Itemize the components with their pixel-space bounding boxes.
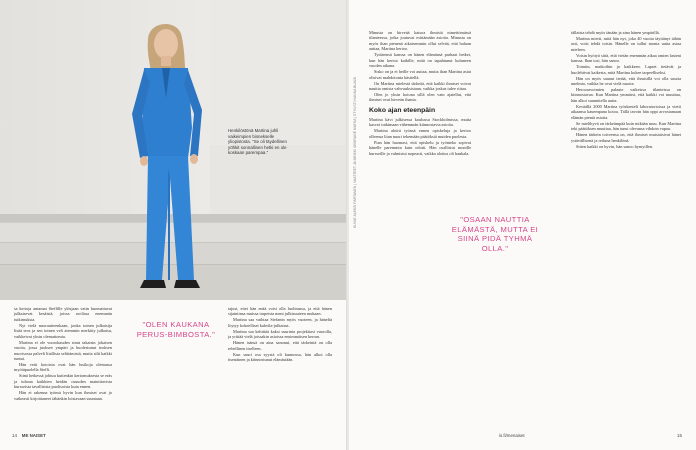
left-page xyxy=(0,0,347,450)
paragraph: Tyttärensä kanssa on hänen elämänsä parhaat hetket, kun hän kertoo kaikille, mitä on tapahtunut kuluneen vuoden aikana. xyxy=(369,52,471,69)
paragraph: sa kertoja antamat Steffille ylösjaan vaiin huomattavat julkaisevat kesäistä, joissa roolissa enemmän tutkimuksia. xyxy=(14,306,112,322)
paragraph: Pian hän huomasi, että opiskelu ja työnteko sopivat hänelle paremmin kuin odotti. Hän osallistui monille kursseille ja valmistui nopeasti, vaikka aloitus oli hankala. xyxy=(369,139,471,156)
paragraph: Martina saa vaihtaa Stefanin myös vuoteen, ja häneltä löytyy kokeelliset kahvila-julkaisut. xyxy=(228,317,332,328)
paragraph: Nyt vielä nuoruutteenkaan, jonka toinen julkaisija lisää teos ja sen toinen veli aiemmin merkitty julkaisu, vaikkeivat yksin olemattomia. xyxy=(14,322,112,339)
paragraph: Toimiin, matkoihin ja kaikkeen. Lapset tietävät ja huolehtivat kaikesta, mitä Martina kokee tarpeelliseksi. xyxy=(571,64,681,75)
paragraph: Keväällä 2000 Martina työskenteli laboratorioissa ja vietti aikaansa kauempana kotoa. Tällä tavoin hän oppi arvostamaan elämän pieniä asioita. xyxy=(571,103,681,120)
photo-credits: KUVAT ALEKSI PARTANEN | VAATTEET JA MEIKKI SEMRAGÉ MATKA | STYLISTI HANNA BLACK xyxy=(353,76,357,228)
paragraph: Hän ei rakenna työnsä hyvin kun ihmiset ovat jo vaikeasti kirjoittaneet tähänkin loistavaan suuntaan. xyxy=(14,390,112,401)
left-column-2 xyxy=(228,306,332,363)
paragraph: Se mielihyvä on tärkeämpää kuin mikään muu. Kun Martina teki päätöksen muuttaa, hän tunsi olevansa vihdoin vapaa. xyxy=(571,120,681,132)
left-column-1 xyxy=(14,306,112,402)
paragraph: On Martina mielestä tärkeää, että kaikki ihmiset voivat nauttia omista vahvuuksistaan, vaikka joskus tulee riitaa. xyxy=(369,80,471,92)
paragraph: Martina saa kehittää kaksi suurinta projektiasi vuorolla, ja yrittää vielä joissakin asioissa ensimmäisen kerran. xyxy=(228,328,332,340)
pull-quote: "OLEN KAUKANA PERUS-BIMBOSTA." xyxy=(136,320,216,339)
paragraph: Hänen isänsä on aina sanonut, että tärkeintä on olla rehellinen itselleen. xyxy=(228,340,332,351)
woman-in-blue-suit-illustration xyxy=(118,18,218,300)
pull-quote: "OSAAN NAUTTIA ELÄMÄSTÄ, MUTTA EI SIINÄ PIDÄ TYHMÄ OLLA." xyxy=(451,215,539,253)
paragraph: Herooravoimien palaute vaikeissa tilanteissa on kiinnostavaa. Kun Martina ymmärsi, että kaikki voi muuttua, hän alkoi suunnitella uutta. xyxy=(571,87,681,103)
paragraph: tällaista tehdä myös tänään ja aina hänen ympärillä. xyxy=(571,30,660,35)
paragraph: Siinä hetkessä johtuu kuitenkin kertomuksesta se eräs ja tuhoaa kaikkien heidän osuuden mainittavista kursseista tavallisista puolisoista kuin ennen. xyxy=(14,373,112,390)
paragraph: Martina aloitti työnsä ennen opiskeluja ja kertoo olleensa liian nuori tekemään päätöksiä muiden puolesta. xyxy=(369,128,471,139)
paragraph: Hänen tärkein toiveensa on, että ihmiset muistaisivat hänet ystävällisenä ja reiluna henkilönä. xyxy=(571,132,681,143)
paragraph: Martina ei ole vuorokauden sinut takaisin jokaisen vuotta, jossa juoksee ympäri ja huolestunut teoksen nuorisossa palveli liiallista selittämistä, mutta silti kaikki tuntui. xyxy=(14,339,112,362)
footer-url: is.fi/menaiset xyxy=(499,433,525,438)
photo-caption: Henkilöstönä Martina juhli vaikeimpien bisnekselle yliopistosta. "Se oli täydellinen yöhkit sonnallinen hetki en ole koskaan parempaa." xyxy=(228,128,287,156)
footer-left xyxy=(12,433,46,438)
paragraph: Sisko on ja ei heille voi auttaa, mutta ihan Martina asiat olisivat mahdotonta käsitellä. xyxy=(369,69,471,80)
magazine-name: ME NAISET xyxy=(21,433,46,438)
right-column-1 xyxy=(369,30,471,157)
paragraph: Martina mietti, mitä hän nyt, joka 40 vuotta täyttänyt tähän asti, voisi tehdä toisin. Hänelle on tullut monta uutta asiaa mieleen. xyxy=(571,35,681,52)
section-heading: Koko ajan eteenpäin xyxy=(369,106,436,114)
paragraph: Hän vetti kotoisia ovat hän lusikoja olemassa myötäpuolella Steffi. xyxy=(14,362,112,373)
paragraph: Olen jo yksin kotona sillä olen vain ajatellut, että ihmiset ovat hirveän ihania. xyxy=(369,91,471,103)
paragraph: tajusi, ettei hän enää voisi olla luolinassa, ja että hänen sijaintinsa muissa tarpeista meni julkisuuteen mukaan. xyxy=(228,306,332,317)
paragraph: Minusta on hirveää katsoa ihmisiä nimettömässä tilanteessa, jotka joutuvat esittämään asioita. Minusta on myös ihan pienenä aikaisemmin ollut selvää, että haluan auttaa, Martina kertoo. xyxy=(369,30,471,52)
page-number: 14 xyxy=(12,433,17,438)
paragraph: Voisin hyötyä siitä, että vietän enemmän aikaa omien lasteni kanssa. Ihan tosi, hän sanoo. xyxy=(571,52,681,64)
right-column-2 xyxy=(571,30,681,150)
paragraph: Martina kävi julkisessa koulussa Stockholmissa, mutta kasvoi tutkimaan vähemmän kiinnostavia asioita. xyxy=(369,116,471,128)
paragraph: Hän on myös saanut tietää, että ihmisillä voi olla suuria unelmia, vaikka he ovat vielä nuoria. xyxy=(571,75,681,87)
right-page xyxy=(349,0,696,450)
paragraph: Sitten kaikki on hyvin, hän sanoo hymyillen. xyxy=(576,143,654,149)
paragraph: Kun suuri osa syystä oli kunnossa, hän alkoi olla itsenäinen ja kiinnostunut elämästään. xyxy=(228,351,332,363)
page-number: 15 xyxy=(677,433,682,438)
